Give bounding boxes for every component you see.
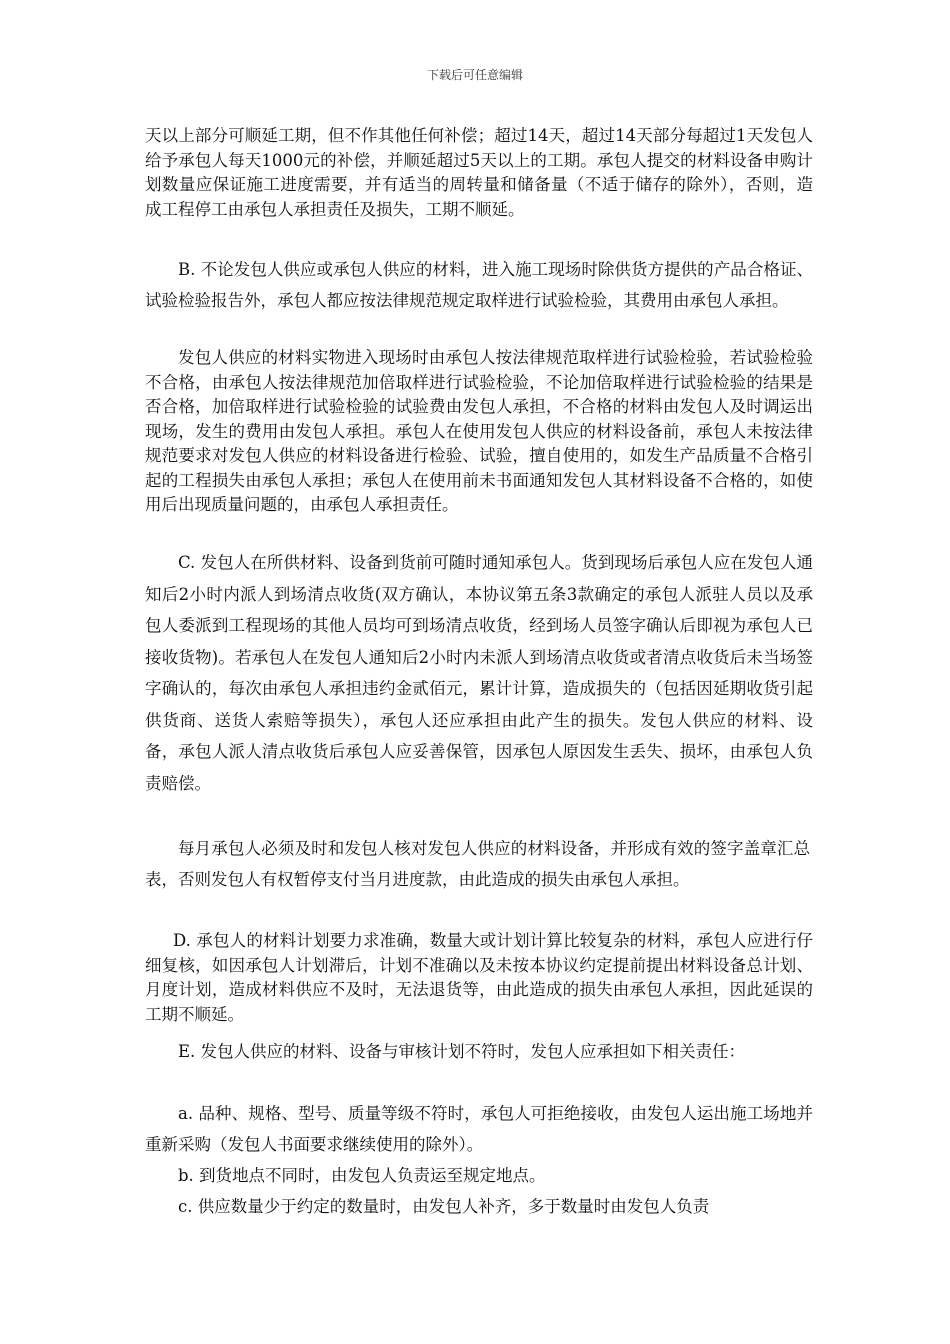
paragraph-c: C. 发包人在所供材料、设备到货前可随时通知承包人。货到现场后承包人应在发包人通知后2小时内派人到场清点收货(双方确认，本协议第五条3款确定的承包人派驻人员以及承包人委派到工程现场的其他人员均可到场清点收货，经到场人员签字确认后即视为承包人已接收货物)。若承包人在发包人通知后2小时内未派人到场清点收货或者清点收货后未当场签字确认的，每次由承包人承担违约金贰佰元，累计计算，造成损失的（包括因延期收货引起供货商、送货人索赔等损失），承包人还应承担由此产生的损失。发包人供应的材料、设备，承包人派人清点收货后承包人应妥善保管，因承包人原因发生丢失、损坏，由承包人负责赔偿。 [145, 553, 813, 793]
paragraph-e: E. 发包人供应的材料、设备与审核计划不符时，发包人应承担如下相关责任： [178, 1042, 746, 1061]
paragraph-d: D. 承包人的材料计划要力求准确，数量大或计划计算比较复杂的材料，承包人应进行仔细复核，如因承包人计划滞后，计划不准确以及未按本协议约定提前提出材料设备总计划、月度计划，造成材料供应不及时，无法退货等，由此造成的损失由承包人承担，因此延误的工期不顺延。 [145, 931, 813, 1024]
paragraph-e-c: c. 供应数量少于约定的数量时，由发包人补齐，多于数量时由发包人负责 [178, 1197, 710, 1216]
page-header: 下载后可任意编辑 [426, 68, 523, 82]
paragraph-1: 天以上部分可顺延工期，但不作其他任何补偿；超过14天，超过14天部分每超过1天发包人给予承包人每天1000元的补偿，并顺延超过5天以上的工期。承包人提交的材料设备申购计划数量应保证施工进度需要，并有适当的周转量和储备量（不适于储存的除外），否则，造成工程停工由承包人承担责任及损失，工期不顺延。 [145, 126, 813, 219]
paragraph-e-b: b. 到货地点不同时，由发包人负责运至规定地点。 [178, 1166, 546, 1185]
paragraph-b-detail: 发包人供应的材料实物进入现场时由承包人按法律规范取样进行试验检验，若试验检验不合格，由承包人按法律规范加倍取样进行试验检验，不论加倍取样进行试验检验的结果是否合格，加倍取样进行试验检验的试验费由发包人承担，不合格的材料由发包人及时调运出现场，发生的费用由发包人承担。承包人在使用发包人供应的材料设备前，承包人未按法律规范要求对发包人供应的材料设备进行检验、试验，擅自使用的，如发生产品质量不合格引起的工程损失由承包人承担；承包人在使用前未书面通知发包人其材料设备不合格的，如使用后出现质量问题的，由承包人承担责任。 [145, 348, 813, 514]
paragraph-b: B. 不论发包人供应或承包人供应的材料，进入施工现场时除供货方提供的产品合格证、试验检验报告外，承包人都应按法律规范规定取样进行试验检验，其费用由承包人承担。 [145, 260, 813, 310]
paragraph-c-monthly: 每月承包人必须及时和发包人核对发包人供应的材料设备，并形成有效的签字盖章汇总表，否则发包人有权暂停支付当月进度款，由此造成的损失由承包人承担。 [145, 839, 810, 889]
paragraph-e-a: a. 品种、规格、型号、质量等级不符时，承包人可拒绝接收，由发包人运出施工场地并重新采购（发包人书面要求继续使用的除外）。 [145, 1104, 813, 1154]
